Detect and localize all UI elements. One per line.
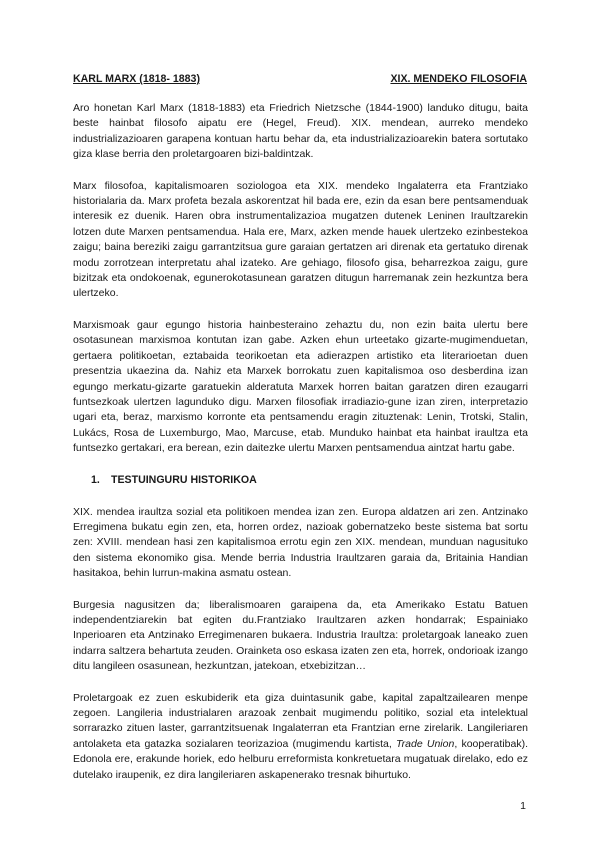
- marxism-paragraph: Marxismoak gaur egungo historia hainbesteraino zehaztu du, non ezin baita ulertu bere osotasunean marxismoa kontutan izan gabe. Azken ehun urteetako gizarte-mugimenduetan, gertaera politikoetan, eztabaida teorikoetan eta adierazpen artistiko eta literarioetan duen presentzia ukaezina da. Nahiz eta Marxek borrokatu zuen kapitalismoa oso desberdina izan egungo merkatu-gizarte garatuekin alderatuta Marxek horren baitan garatzen diren ezaugarri funtsezkoak ulertzen lagunduko digu. Marxen filosofiak irradiazio-gune izan ziren, interpretazio ugari eta, beraz, marxismo korronte eta pentsamendu eragin zituztenak: Lenin, Trotski, Stalin, Lukács, Rosa de Luxemburgo, Mao, Marcuse, etab. Munduko hainbat eta hainbat iraultza eta funtsezko gertakari, era berean, ezin daitezke ulertu Marxen pentsamendua aintzat hartu gabe.: [73, 318, 528, 455]
- page-header: [73, 72, 527, 86]
- context-paragraph-1: XIX. mendea iraultza sozial eta politikoen mendea izan zen. Europa aldatzen ari zen. Antzinako Erregimena bukatu egin zen, eta, horren ordez, nazioak gobernatzeko beste sistema bat sortu zen: XVIII. mendean hasi zen kapitalismoa errotu egin zen XIX. mendean, munduan nagusituko den sistema ekonomiko gisa. Mende berria Industria Iraultzaren garaia da, Britainia Handian hasitakoa, behin lurrun-makina asmatu ostean.: [73, 505, 528, 580]
- section-number: 1.: [91, 473, 100, 486]
- paragraph-text-start: Proletargoak ez zuen eskubiderik eta giza duintasunik gabe, kapital zapaltzailearen menpe zegoen. Langileria industrialaren arazoak zenbait mugimendu politiko, sozial eta intelektual sorrarazko zituen laster, garrantzitsuenak Ingalaterran eta Frantzian erne zirelarik. Langileriaren antolaketa eta gatazka sozialaren teorizazioa (mugimendu kartista,: [73, 691, 528, 750]
- context-paragraph-2: Burgesia nagusitzen da; liberalismoaren garaipena da, eta Amerikako Estatu Batuen independentziarekin bat egiten du.Frantziako Iraultzaren azken hondarrak; Espainiako Inperioaren eta Antzinako Erregimenaren bukaera. Industria Iraultza: proletargoak laneako zuen indarra saltzera behartuta zeuden. Orainketa oso eskasa izaten zen eta, horrek, ondorioak izango ditu langileen osasunean, hezkuntzan, jatekoan, etxebizitzan…: [73, 598, 528, 673]
- marx-paragraph: Marx filosofoa, kapitalismoaren soziologoa eta XIX. mendeko Ingalaterra eta Frantziako historialaria da. Marx profeta bezala askorentzat hil bada ere, ezin da esan bere pentsamenduak interesik ez duenik. Haren obra instrumentalizazioa mugatzen dutenek Leninen Iraultzarekin lotzen dute Marxen pentsamendua. Hala ere, Marx, azken mende hauek ulertzeko ezinbestekoa zaigu; baina bereziki zaigu garrantzitsua gure garaian gertatzen ari direnak eta gertatuko direnak modu zorrotzean interpretatu ahal izateko. Are gehiago, filosofo gisa, beharrezkoa zaigu, gure bizitzak eta ondokoenak, egunerokotasunean garatzen ditugun harremanak zein hezkuntza bera ulertzeko.: [73, 179, 528, 300]
- paragraph-text-end: , kooperatibak). Edonola ere, erakunde horiek, edo helburu erreformista konkretuetara mugatuak direlako, edo ez dutelako iraupenik, ez dira langileriaren askapenerako tresnak bihurtuko.: [73, 737, 528, 781]
- section-heading: [91, 473, 528, 487]
- intro-paragraph: Aro honetan Karl Marx (1818-1883) eta Friedrich Nietzsche (1844-1900) landuko ditugu, baita beste hainbat filosofo aipatu ere (Hegel, Freud). XIX. mendean, aurreko mendeko industrializazioaren garapena kontuan hartu behar da, eta industrializazioarekin batera sortutako giza klase berria den proletargoaren bizi-baldintzak.: [73, 102, 528, 161]
- page-number: 1: [520, 800, 526, 812]
- trade-union-italic: Trade Union: [396, 737, 455, 750]
- header-left-title: KARL MARX (1818- 1883): [73, 73, 200, 85]
- context-paragraph-3: [73, 691, 528, 783]
- document-body: [73, 101, 528, 783]
- header-right-title: XIX. MENDEKO FILOSOFIA: [390, 73, 527, 85]
- section-title: TESTUINGURU HISTORIKOA: [111, 473, 257, 486]
